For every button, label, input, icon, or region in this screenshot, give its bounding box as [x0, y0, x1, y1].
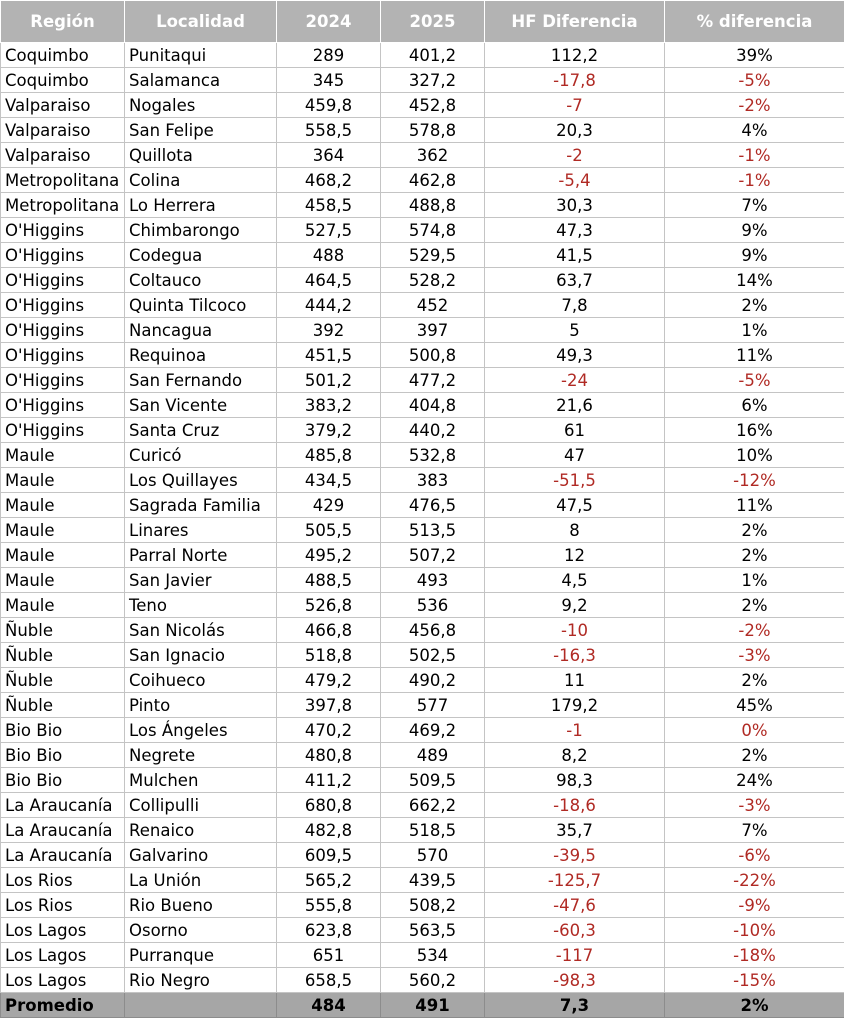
cell-hf-diferencia: 47,5 [485, 493, 665, 518]
cell-2025: 532,8 [381, 443, 485, 468]
cell-hf-diferencia: 35,7 [485, 818, 665, 843]
header-pct-diferencia: % diferencia [665, 1, 844, 43]
cell-region: O'Higgins [1, 393, 125, 418]
cell-hf-diferencia: 21,6 [485, 393, 665, 418]
cell-hf-diferencia: -51,5 [485, 468, 665, 493]
cell-pct-diferencia: -5% [665, 368, 844, 393]
table-row [1, 843, 844, 868]
table-body [1, 43, 844, 993]
cell-hf-diferencia: -17,8 [485, 68, 665, 93]
cell-2024: 527,5 [277, 218, 381, 243]
cell-2025: 507,2 [381, 543, 485, 568]
cell-2025: 452 [381, 293, 485, 318]
cell-2024: 464,5 [277, 268, 381, 293]
cell-pct-diferencia: 7% [665, 818, 844, 843]
cell-pct-diferencia: -3% [665, 793, 844, 818]
cell-2024: 345 [277, 68, 381, 93]
cell-pct-diferencia: 9% [665, 218, 844, 243]
table-row [1, 493, 844, 518]
cell-2025: 404,8 [381, 393, 485, 418]
cell-2024: 458,5 [277, 193, 381, 218]
table-row [1, 318, 844, 343]
cell-region: Maule [1, 593, 125, 618]
cell-2025: 440,2 [381, 418, 485, 443]
header-2025: 2025 [381, 1, 485, 43]
cell-2024: 397,8 [277, 693, 381, 718]
table-row [1, 818, 844, 843]
cell-hf-diferencia: 8 [485, 518, 665, 543]
cell-region: Maule [1, 568, 125, 593]
cell-2025: 578,8 [381, 118, 485, 143]
cell-hf-diferencia: 112,2 [485, 43, 665, 68]
cell-localidad: Nogales [125, 93, 277, 118]
cell-2025: 577 [381, 693, 485, 718]
cell-localidad: Negrete [125, 743, 277, 768]
cell-2025: 574,8 [381, 218, 485, 243]
table-row [1, 568, 844, 593]
cell-region: Maule [1, 493, 125, 518]
cell-2024: 501,2 [277, 368, 381, 393]
cell-hf-diferencia: 47,3 [485, 218, 665, 243]
cell-region: Bio Bio [1, 743, 125, 768]
cell-region: Ñuble [1, 618, 125, 643]
cell-2024: 466,8 [277, 618, 381, 643]
footer-row [1, 993, 844, 1018]
cell-region: Los Lagos [1, 943, 125, 968]
cell-pct-diferencia: 10% [665, 443, 844, 468]
cell-hf-diferencia: -7 [485, 93, 665, 118]
footer-avg-2025: 491 [381, 993, 485, 1018]
table-row [1, 168, 844, 193]
cell-localidad: Osorno [125, 918, 277, 943]
cell-region: Los Rios [1, 893, 125, 918]
cell-2025: 534 [381, 943, 485, 968]
cell-pct-diferencia: 14% [665, 268, 844, 293]
cell-hf-diferencia: 7,8 [485, 293, 665, 318]
header-region: Región [1, 1, 125, 43]
cell-hf-diferencia: 20,3 [485, 118, 665, 143]
cell-localidad: San Javier [125, 568, 277, 593]
cell-localidad: San Ignacio [125, 643, 277, 668]
cell-hf-diferencia: 5 [485, 318, 665, 343]
cell-region: O'Higgins [1, 268, 125, 293]
cell-pct-diferencia: -1% [665, 168, 844, 193]
cell-region: O'Higgins [1, 368, 125, 393]
cell-2024: 623,8 [277, 918, 381, 943]
table-row [1, 943, 844, 968]
cell-2025: 456,8 [381, 618, 485, 643]
cell-pct-diferencia: 1% [665, 318, 844, 343]
cell-localidad: Mulchen [125, 768, 277, 793]
cell-pct-diferencia: -9% [665, 893, 844, 918]
cell-hf-diferencia: -60,3 [485, 918, 665, 943]
cell-2025: 362 [381, 143, 485, 168]
cell-2025: 490,2 [381, 668, 485, 693]
cell-localidad: Salamanca [125, 68, 277, 93]
table-row [1, 93, 844, 118]
cell-2024: 505,5 [277, 518, 381, 543]
table-row [1, 343, 844, 368]
table-row [1, 118, 844, 143]
cell-region: La Araucanía [1, 793, 125, 818]
cell-2025: 570 [381, 843, 485, 868]
cell-localidad: Parral Norte [125, 543, 277, 568]
cell-hf-diferencia: 98,3 [485, 768, 665, 793]
table-row [1, 443, 844, 468]
cell-region: O'Higgins [1, 243, 125, 268]
cell-pct-diferencia: -5% [665, 68, 844, 93]
cell-2025: 383 [381, 468, 485, 493]
footer-avg-2024: 484 [277, 993, 381, 1018]
header-hf-diferencia: HF Diferencia [485, 1, 665, 43]
cell-hf-diferencia: 11 [485, 668, 665, 693]
cell-2025: 509,5 [381, 768, 485, 793]
cell-hf-diferencia: -5,4 [485, 168, 665, 193]
cell-localidad: Quinta Tilcoco [125, 293, 277, 318]
table-row [1, 668, 844, 693]
table-row [1, 718, 844, 743]
cell-2025: 500,8 [381, 343, 485, 368]
cell-2025: 397 [381, 318, 485, 343]
cell-2025: 401,2 [381, 43, 485, 68]
cell-pct-diferencia: 2% [665, 668, 844, 693]
cell-hf-diferencia: 41,5 [485, 243, 665, 268]
cell-hf-diferencia: -24 [485, 368, 665, 393]
cell-2025: 477,2 [381, 368, 485, 393]
header-2024: 2024 [277, 1, 381, 43]
cell-region: Maule [1, 543, 125, 568]
cell-2024: 429 [277, 493, 381, 518]
cell-hf-diferencia: -47,6 [485, 893, 665, 918]
table-row [1, 893, 844, 918]
cell-pct-diferencia: 4% [665, 118, 844, 143]
cell-hf-diferencia: -16,3 [485, 643, 665, 668]
cell-localidad: Nancagua [125, 318, 277, 343]
table-row [1, 593, 844, 618]
cell-region: Valparaiso [1, 93, 125, 118]
cell-2025: 462,8 [381, 168, 485, 193]
cell-region: La Araucanía [1, 818, 125, 843]
cell-hf-diferencia: -117 [485, 943, 665, 968]
cell-hf-diferencia: 61 [485, 418, 665, 443]
cell-region: Maule [1, 468, 125, 493]
cell-hf-diferencia: 4,5 [485, 568, 665, 593]
cell-localidad: Coihueco [125, 668, 277, 693]
cell-2024: 658,5 [277, 968, 381, 993]
cell-pct-diferencia: 39% [665, 43, 844, 68]
cell-2025: 476,5 [381, 493, 485, 518]
table-row [1, 193, 844, 218]
cell-2025: 528,2 [381, 268, 485, 293]
cell-localidad: Chimbarongo [125, 218, 277, 243]
cell-2024: 451,5 [277, 343, 381, 368]
footer-empty [125, 993, 277, 1018]
table-row [1, 968, 844, 993]
cell-region: Metropolitana [1, 168, 125, 193]
cell-region: Coquimbo [1, 43, 125, 68]
cell-localidad: San Fernando [125, 368, 277, 393]
cell-localidad: San Felipe [125, 118, 277, 143]
header-localidad: Localidad [125, 1, 277, 43]
cell-hf-diferencia: 63,7 [485, 268, 665, 293]
cell-2024: 383,2 [277, 393, 381, 418]
cell-localidad: Rio Bueno [125, 893, 277, 918]
cell-pct-diferencia: 11% [665, 343, 844, 368]
footer-avg-hf-diferencia: 7,3 [485, 993, 665, 1018]
cell-2025: 508,2 [381, 893, 485, 918]
cell-2025: 488,8 [381, 193, 485, 218]
cell-region: O'Higgins [1, 218, 125, 243]
cell-2024: 480,8 [277, 743, 381, 768]
cell-localidad: Rio Negro [125, 968, 277, 993]
cell-pct-diferencia: 0% [665, 718, 844, 743]
cell-pct-diferencia: -6% [665, 843, 844, 868]
table-row [1, 243, 844, 268]
cell-pct-diferencia: -2% [665, 618, 844, 643]
cell-region: Bio Bio [1, 768, 125, 793]
table-row [1, 793, 844, 818]
cell-2024: 526,8 [277, 593, 381, 618]
cell-region: O'Higgins [1, 343, 125, 368]
cell-pct-diferencia: -12% [665, 468, 844, 493]
cell-2025: 452,8 [381, 93, 485, 118]
table-row [1, 468, 844, 493]
cell-2024: 651 [277, 943, 381, 968]
footer-label: Promedio [1, 993, 125, 1018]
cell-localidad: Quillota [125, 143, 277, 168]
table-row [1, 68, 844, 93]
cell-region: Valparaiso [1, 118, 125, 143]
cell-2025: 560,2 [381, 968, 485, 993]
cell-2025: 518,5 [381, 818, 485, 843]
cell-2024: 609,5 [277, 843, 381, 868]
cell-2024: 444,2 [277, 293, 381, 318]
table-row [1, 868, 844, 893]
cell-2025: 563,5 [381, 918, 485, 943]
cell-localidad: Galvarino [125, 843, 277, 868]
cell-pct-diferencia: -1% [665, 143, 844, 168]
cell-2025: 502,5 [381, 643, 485, 668]
cell-pct-diferencia: 45% [665, 693, 844, 718]
cell-hf-diferencia: 8,2 [485, 743, 665, 768]
cell-region: Metropolitana [1, 193, 125, 218]
cell-region: Maule [1, 443, 125, 468]
cell-localidad: Purranque [125, 943, 277, 968]
cell-hf-diferencia: -2 [485, 143, 665, 168]
cell-pct-diferencia: 2% [665, 518, 844, 543]
table-footer [1, 993, 844, 1018]
table-row [1, 293, 844, 318]
cell-region: Los Rios [1, 868, 125, 893]
cell-2024: 459,8 [277, 93, 381, 118]
cell-2024: 495,2 [277, 543, 381, 568]
cell-pct-diferencia: -10% [665, 918, 844, 943]
cell-localidad: Pinto [125, 693, 277, 718]
cell-hf-diferencia: -125,7 [485, 868, 665, 893]
table-row [1, 768, 844, 793]
table-row [1, 618, 844, 643]
table-row [1, 218, 844, 243]
cell-region: Ñuble [1, 693, 125, 718]
cell-2024: 392 [277, 318, 381, 343]
cell-2024: 482,8 [277, 818, 381, 843]
cell-localidad: Punitaqui [125, 43, 277, 68]
table-row [1, 143, 844, 168]
cell-localidad: Los Quillayes [125, 468, 277, 493]
cell-localidad: San Nicolás [125, 618, 277, 643]
cell-2024: 488 [277, 243, 381, 268]
cell-2024: 479,2 [277, 668, 381, 693]
cell-localidad: Sagrada Familia [125, 493, 277, 518]
cell-localidad: Renaico [125, 818, 277, 843]
cell-localidad: Los Ángeles [125, 718, 277, 743]
table-row [1, 518, 844, 543]
cell-localidad: San Vicente [125, 393, 277, 418]
cell-2024: 680,8 [277, 793, 381, 818]
table-row [1, 543, 844, 568]
cell-2025: 662,2 [381, 793, 485, 818]
cell-hf-diferencia: -39,5 [485, 843, 665, 868]
cell-2024: 364 [277, 143, 381, 168]
cell-localidad: Codegua [125, 243, 277, 268]
cell-hf-diferencia: -1 [485, 718, 665, 743]
cell-hf-diferencia: -18,6 [485, 793, 665, 818]
cell-pct-diferencia: 2% [665, 543, 844, 568]
cell-region: Bio Bio [1, 718, 125, 743]
cell-localidad: Teno [125, 593, 277, 618]
cell-region: O'Higgins [1, 418, 125, 443]
cell-localidad: Coltauco [125, 268, 277, 293]
cell-localidad: Linares [125, 518, 277, 543]
cell-pct-diferencia: 11% [665, 493, 844, 518]
cell-region: Maule [1, 518, 125, 543]
header-row [1, 1, 844, 43]
cell-2025: 529,5 [381, 243, 485, 268]
cell-2025: 439,5 [381, 868, 485, 893]
cell-2024: 555,8 [277, 893, 381, 918]
table-header [1, 1, 844, 43]
cell-2024: 488,5 [277, 568, 381, 593]
table-row [1, 368, 844, 393]
cell-region: O'Higgins [1, 318, 125, 343]
footer-avg-pct-diferencia: 2% [665, 993, 844, 1018]
cell-2024: 470,2 [277, 718, 381, 743]
cell-pct-diferencia: 7% [665, 193, 844, 218]
cell-pct-diferencia: 16% [665, 418, 844, 443]
cell-hf-diferencia: 47 [485, 443, 665, 468]
cell-hf-diferencia: -98,3 [485, 968, 665, 993]
cell-pct-diferencia: 24% [665, 768, 844, 793]
cell-region: O'Higgins [1, 293, 125, 318]
cell-2024: 518,8 [277, 643, 381, 668]
cell-localidad: La Unión [125, 868, 277, 893]
cell-pct-diferencia: 1% [665, 568, 844, 593]
cell-2025: 536 [381, 593, 485, 618]
cell-hf-diferencia: 49,3 [485, 343, 665, 368]
cell-hf-diferencia: -10 [485, 618, 665, 643]
cell-hf-diferencia: 179,2 [485, 693, 665, 718]
table-row [1, 43, 844, 68]
cell-pct-diferencia: 2% [665, 743, 844, 768]
cell-hf-diferencia: 12 [485, 543, 665, 568]
cell-pct-diferencia: 2% [665, 293, 844, 318]
cell-region: Coquimbo [1, 68, 125, 93]
table-row [1, 393, 844, 418]
cell-2024: 379,2 [277, 418, 381, 443]
cell-pct-diferencia: 6% [665, 393, 844, 418]
cell-pct-diferencia: -18% [665, 943, 844, 968]
table-row [1, 418, 844, 443]
table-row [1, 743, 844, 768]
cell-hf-diferencia: 30,3 [485, 193, 665, 218]
cell-region: Los Lagos [1, 918, 125, 943]
cell-pct-diferencia: 9% [665, 243, 844, 268]
cell-pct-diferencia: -22% [665, 868, 844, 893]
table-row [1, 643, 844, 668]
cell-2024: 468,2 [277, 168, 381, 193]
cell-pct-diferencia: 2% [665, 593, 844, 618]
table-row [1, 268, 844, 293]
cell-2024: 434,5 [277, 468, 381, 493]
cell-2025: 327,2 [381, 68, 485, 93]
cell-2025: 493 [381, 568, 485, 593]
cell-2024: 289 [277, 43, 381, 68]
cell-localidad: Curicó [125, 443, 277, 468]
cell-2024: 565,2 [277, 868, 381, 893]
cell-pct-diferencia: -3% [665, 643, 844, 668]
cell-region: Ñuble [1, 643, 125, 668]
cell-localidad: Santa Cruz [125, 418, 277, 443]
cell-region: La Araucanía [1, 843, 125, 868]
cell-2025: 489 [381, 743, 485, 768]
cell-2024: 558,5 [277, 118, 381, 143]
cell-localidad: Lo Herrera [125, 193, 277, 218]
cell-2024: 411,2 [277, 768, 381, 793]
cell-2025: 513,5 [381, 518, 485, 543]
cell-region: Ñuble [1, 668, 125, 693]
table-row [1, 693, 844, 718]
cell-2025: 469,2 [381, 718, 485, 743]
cell-2024: 485,8 [277, 443, 381, 468]
cell-hf-diferencia: 9,2 [485, 593, 665, 618]
cell-region: Valparaiso [1, 143, 125, 168]
cell-region: Los Lagos [1, 968, 125, 993]
cell-pct-diferencia: -15% [665, 968, 844, 993]
table-row [1, 918, 844, 943]
cell-pct-diferencia: -2% [665, 93, 844, 118]
cell-localidad: Requinoa [125, 343, 277, 368]
cell-localidad: Collipulli [125, 793, 277, 818]
cell-localidad: Colina [125, 168, 277, 193]
